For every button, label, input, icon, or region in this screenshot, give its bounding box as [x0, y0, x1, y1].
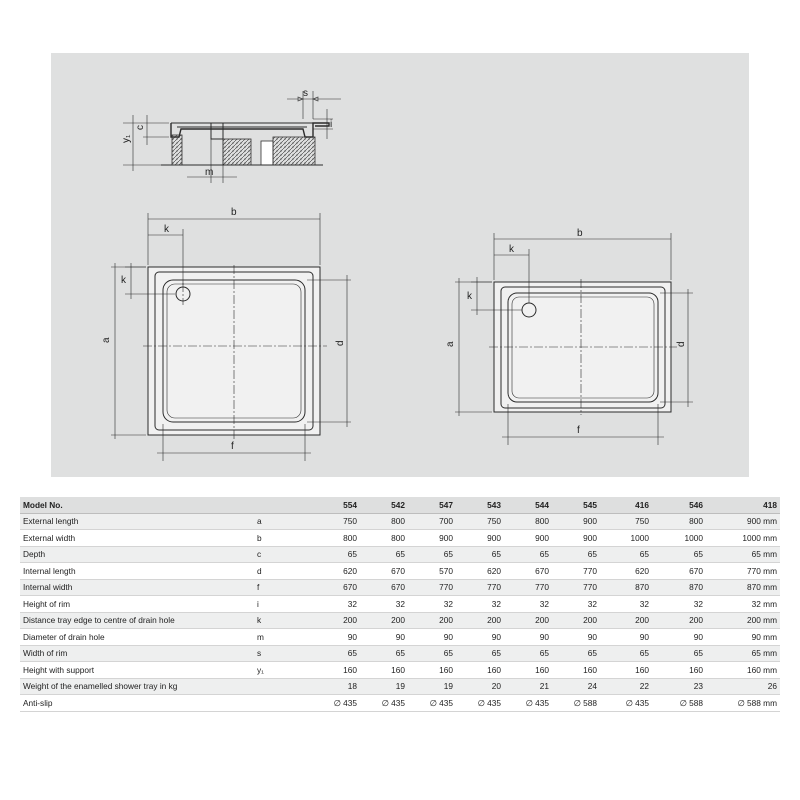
table-row [20, 563, 780, 580]
support-left [172, 135, 182, 165]
row-value: 870 mm [747, 582, 777, 593]
table-row [20, 579, 780, 596]
row-value: 870 [635, 582, 649, 593]
row-symbol: s [257, 648, 262, 659]
row-value: 200 [635, 615, 649, 626]
row-value: 90 [347, 631, 357, 642]
tray-profile [171, 123, 329, 137]
row-value: 770 [583, 582, 597, 593]
row-value: 900 [487, 532, 501, 543]
row-label: Anti-slip [23, 697, 53, 708]
row-value: 32 mm [751, 598, 777, 609]
label-b-left: b [231, 207, 237, 218]
row-value: 65 [693, 549, 703, 560]
row-value: 90 [443, 631, 453, 642]
row-symbol [255, 695, 310, 712]
row-value: 620 [635, 565, 649, 576]
header-model: 418 [763, 499, 777, 510]
table-row [20, 662, 780, 679]
row-value: 670 [343, 582, 357, 593]
row-value: 200 [343, 615, 357, 626]
row-value: 570 [439, 565, 453, 576]
row-value: 23 [693, 681, 703, 692]
row-value: 1000 [630, 532, 649, 543]
row-label: Height of rim [23, 598, 71, 609]
row-value: 90 [587, 631, 597, 642]
row-value: 32 [539, 598, 549, 609]
header-model: 416 [635, 499, 649, 510]
row-value: ∅ 588 mm [737, 697, 777, 708]
row-value: 65 [443, 648, 453, 659]
row-value: 670 [391, 582, 405, 593]
row-value: 160 [689, 664, 703, 675]
label-f-right: f [577, 425, 580, 436]
row-value: 65 [639, 648, 649, 659]
label-c: c [135, 125, 146, 130]
row-value: 900 [583, 532, 597, 543]
row-value: 90 [693, 631, 703, 642]
row-value: 21 [539, 681, 549, 692]
header-model: 545 [583, 499, 597, 510]
row-value: 65 [443, 549, 453, 560]
row-value: ∅ 435 [333, 697, 357, 708]
row-value: 620 [487, 565, 501, 576]
row-value: 800 [391, 516, 405, 527]
row-symbol [255, 678, 310, 695]
row-value: 65 [491, 549, 501, 560]
header-model: 544 [535, 499, 549, 510]
row-value: 65 [587, 549, 597, 560]
row-value: 1000 [684, 532, 703, 543]
row-value: 800 [689, 516, 703, 527]
row-value: 750 [635, 516, 649, 527]
row-value: 750 [487, 516, 501, 527]
row-value: 32 [395, 598, 405, 609]
table-body [20, 513, 780, 711]
row-symbol: a [257, 516, 262, 527]
row-value: 90 [539, 631, 549, 642]
row-value: 800 [391, 532, 405, 543]
row-value: ∅ 435 [525, 697, 549, 708]
row-value: 750 [343, 516, 357, 527]
table-header-row [20, 497, 780, 513]
row-value: 620 [343, 565, 357, 576]
row-value: 200 [439, 615, 453, 626]
header-model: 543 [487, 499, 501, 510]
row-value: 65 [693, 648, 703, 659]
row-value: 770 [487, 582, 501, 593]
label-k-right-vertical: k [467, 291, 472, 302]
label-f-left: f [231, 441, 234, 452]
row-value: 1000 mm [742, 532, 777, 543]
row-value: ∅ 435 [477, 697, 501, 708]
row-value: 90 [639, 631, 649, 642]
row-value: 200 mm [747, 615, 777, 626]
drain-outlet [211, 123, 223, 139]
technical-drawing-panel [51, 53, 749, 477]
row-value: 65 [347, 549, 357, 560]
table-row [20, 513, 780, 530]
row-label: External length [23, 516, 79, 527]
row-label: Height with support [23, 664, 95, 675]
row-label: Width of rim [23, 648, 68, 659]
plan-view-square [101, 207, 351, 461]
label-i: i [330, 119, 333, 130]
row-value: 160 [635, 664, 649, 675]
row-value: 90 [491, 631, 501, 642]
label-b-right: b [577, 228, 583, 239]
row-value: 160 mm [747, 664, 777, 675]
table-row [20, 612, 780, 629]
row-value: 65 [539, 549, 549, 560]
row-value: 900 mm [747, 516, 777, 527]
label-k-left-horizontal: k [164, 224, 169, 235]
row-value: 18 [347, 681, 357, 692]
row-value: 800 [343, 532, 357, 543]
row-value: 770 [583, 565, 597, 576]
row-value: 20 [491, 681, 501, 692]
row-value: 770 mm [747, 565, 777, 576]
row-symbol: y₁ [257, 664, 264, 675]
table-row [20, 645, 780, 662]
table-row [20, 678, 780, 695]
row-value: 900 [535, 532, 549, 543]
row-value: 19 [395, 681, 405, 692]
header-model: 554 [343, 499, 357, 510]
row-value: 65 [539, 648, 549, 659]
row-value: 870 [689, 582, 703, 593]
row-label: Internal length [23, 565, 76, 576]
technical-drawing [51, 53, 749, 477]
label-d-right: d [676, 341, 687, 347]
row-value: ∅ 435 [625, 697, 649, 708]
table-row [20, 530, 780, 547]
table-row [20, 596, 780, 613]
row-symbol: b [257, 532, 262, 543]
row-value: 19 [443, 681, 453, 692]
row-value: 770 [439, 582, 453, 593]
row-value: 65 [395, 648, 405, 659]
row-symbol: c [257, 549, 262, 560]
row-value: 200 [535, 615, 549, 626]
row-value: ∅ 588 [679, 697, 703, 708]
row-value: 670 [689, 565, 703, 576]
row-value: ∅ 588 [573, 697, 597, 708]
plan-view-rectangular [445, 228, 693, 445]
table-row [20, 546, 780, 563]
row-value: 700 [439, 516, 453, 527]
section-view [121, 88, 341, 183]
row-value: 670 [535, 565, 549, 576]
table-row [20, 695, 780, 712]
table-row [20, 629, 780, 646]
row-label: Weight of the enamelled shower tray in kg [23, 681, 178, 692]
label-k-left-vertical: k [121, 275, 126, 286]
row-value: 90 mm [751, 631, 777, 642]
header-model: 547 [439, 499, 453, 510]
row-value: 65 [587, 648, 597, 659]
row-value: 32 [587, 598, 597, 609]
row-value: ∅ 435 [429, 697, 453, 708]
row-value: 200 [391, 615, 405, 626]
row-symbol: m [257, 631, 264, 642]
row-value: 32 [347, 598, 357, 609]
row-value: 160 [535, 664, 549, 675]
row-symbol: k [257, 615, 262, 626]
row-value: 65 mm [751, 549, 777, 560]
label-k-right-horizontal: k [509, 244, 514, 255]
row-value: 22 [639, 681, 649, 692]
header-model-no: Model No. [23, 499, 63, 510]
header-symbol [255, 497, 310, 513]
support-middle [223, 139, 251, 165]
row-label: Diameter of drain hole [23, 631, 105, 642]
row-value: 160 [391, 664, 405, 675]
row-value: 160 [487, 664, 501, 675]
row-value: 32 [443, 598, 453, 609]
row-value: 200 [689, 615, 703, 626]
row-value: 770 [535, 582, 549, 593]
row-value: 32 [491, 598, 501, 609]
row-label: External width [23, 532, 76, 543]
row-value: 160 [439, 664, 453, 675]
row-value: 200 [583, 615, 597, 626]
row-label: Distance tray edge to centre of drain hole [23, 615, 175, 626]
label-m: m [205, 167, 214, 178]
support-foot [261, 141, 273, 165]
row-value: 900 [439, 532, 453, 543]
row-value: 65 [639, 549, 649, 560]
row-value: 26 [767, 681, 777, 692]
label-d-left: d [335, 340, 346, 346]
label-s: s [303, 88, 308, 99]
label-a-right: a [445, 341, 456, 347]
row-value: 65 [395, 549, 405, 560]
row-symbol: i [257, 598, 259, 609]
row-value: 200 [487, 615, 501, 626]
header-model: 546 [689, 499, 703, 510]
row-value: 65 [347, 648, 357, 659]
row-value: 65 [491, 648, 501, 659]
row-label: Internal width [23, 582, 73, 593]
row-value: 800 [535, 516, 549, 527]
row-value: 670 [391, 565, 405, 576]
row-label: Depth [23, 549, 46, 560]
row-value: 32 [639, 598, 649, 609]
row-value: 24 [587, 681, 597, 692]
row-symbol: d [257, 565, 262, 576]
row-value: 90 [395, 631, 405, 642]
row-value: 160 [343, 664, 357, 675]
support-right [273, 137, 315, 165]
header-model: 542 [391, 499, 405, 510]
row-symbol: f [257, 582, 260, 593]
label-a-left: a [101, 337, 112, 343]
row-value: 32 [693, 598, 703, 609]
specifications-table [20, 497, 780, 712]
row-value: 900 [583, 516, 597, 527]
label-y1: y₁ [121, 134, 132, 143]
row-value: 160 [583, 664, 597, 675]
row-value: ∅ 435 [381, 697, 405, 708]
row-value: 65 mm [751, 648, 777, 659]
